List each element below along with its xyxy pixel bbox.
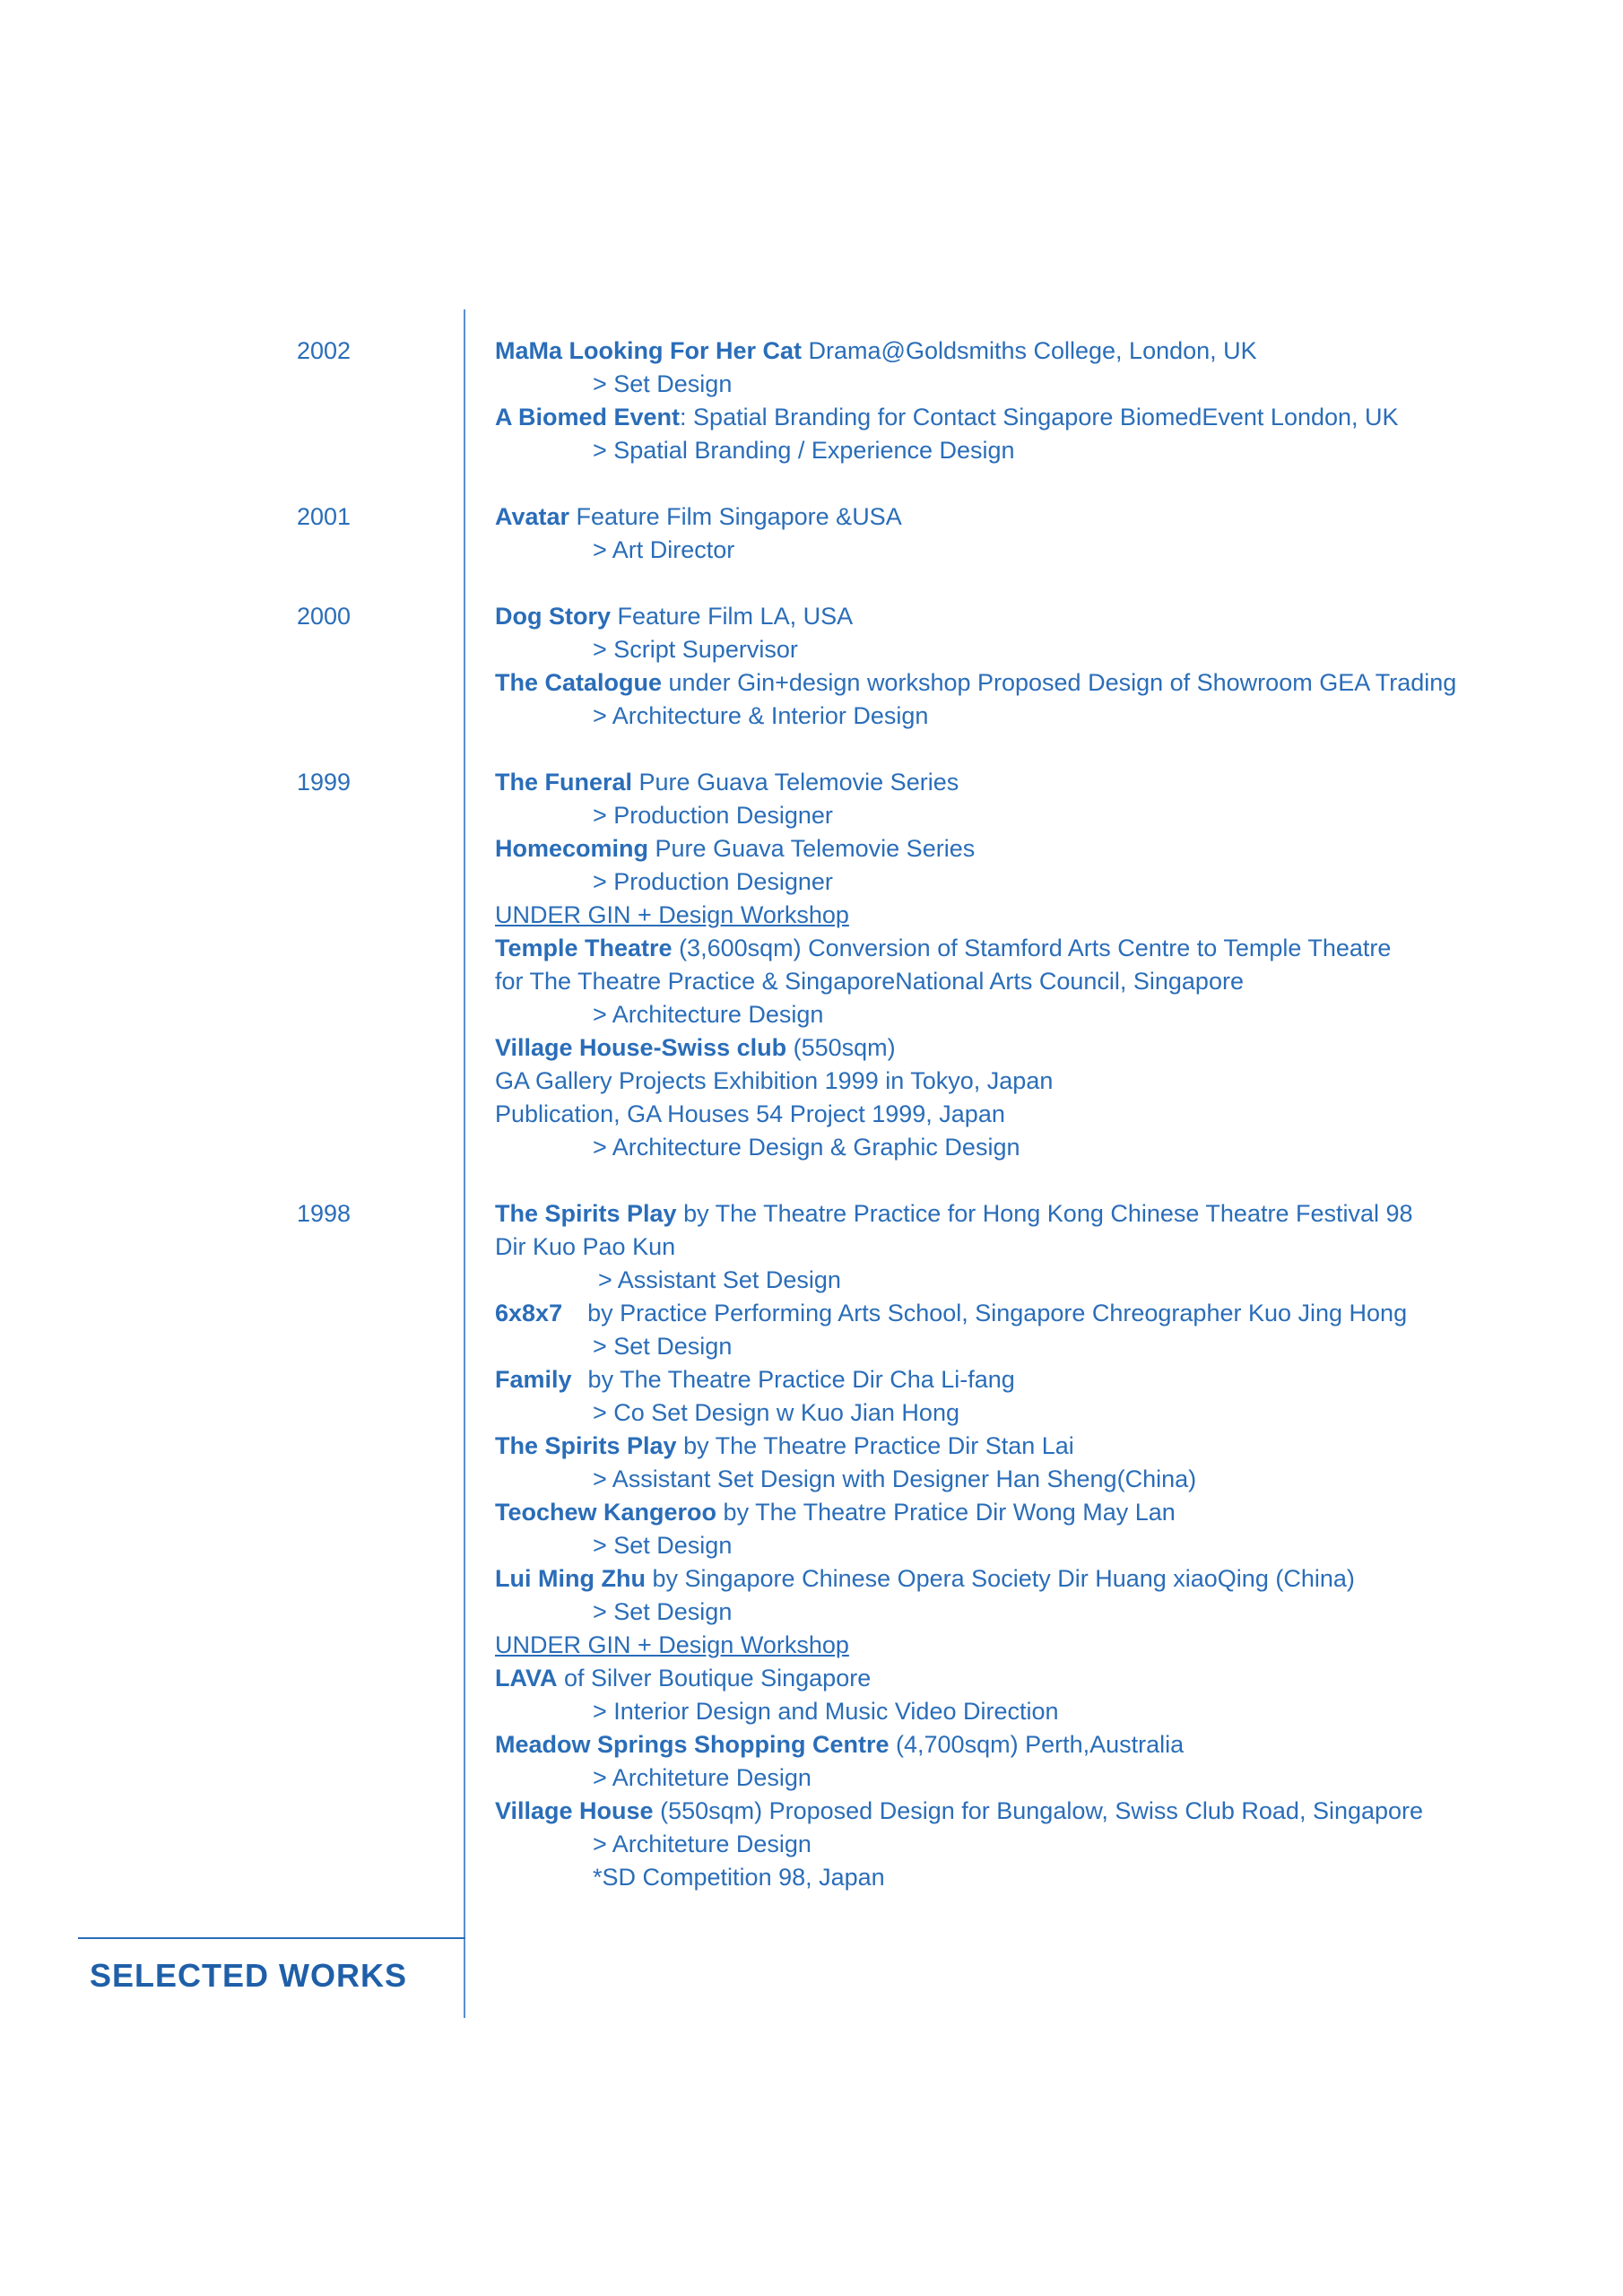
work-description: by The Theatre Practice Dir Stan Lai bbox=[676, 1432, 1074, 1459]
year-2000: 2000 bbox=[297, 603, 352, 630]
work-title: Family bbox=[495, 1366, 572, 1393]
work-title: The Spirits Play bbox=[495, 1200, 677, 1227]
work-title: Teochew Kangeroo bbox=[495, 1499, 717, 1526]
work-title: Village House-Swiss club bbox=[495, 1034, 787, 1061]
work-description: by Singapore Chinese Opera Society Dir Huang xiaoQing (China) bbox=[645, 1565, 1355, 1592]
entry-line bbox=[495, 1795, 1571, 1828]
work-description: under Gin+design workshop Proposed Design of Showroom GEA Trading bbox=[662, 669, 1457, 696]
year-2001: 2001 bbox=[297, 503, 352, 530]
entry-line bbox=[495, 335, 1571, 368]
work-title: Lui Ming Zhu bbox=[495, 1565, 646, 1592]
work-title: The Funeral bbox=[495, 769, 633, 796]
work-title: A Biomed Event bbox=[495, 404, 681, 430]
entry-line bbox=[495, 1430, 1571, 1463]
work-role: > Art Director bbox=[593, 536, 735, 563]
section-divider bbox=[78, 1937, 465, 1939]
work-role: > Assistant Set Design with Designer Han Sheng(China) bbox=[593, 1465, 1197, 1492]
work-description: (4,700sqm) Perth,Australia bbox=[889, 1731, 1185, 1758]
work-description: GA Gallery Projects Exhibition 1999 in Tokyo, Japan bbox=[495, 1067, 1054, 1094]
works-list bbox=[495, 335, 1571, 1894]
entry-line bbox=[495, 600, 1571, 633]
timeline-divider bbox=[464, 309, 465, 2018]
work-description: (550sqm) bbox=[786, 1034, 896, 1061]
entry-line bbox=[495, 1197, 1571, 1231]
work-title: Homecoming bbox=[495, 835, 649, 862]
work-role: > Architecture & Interior Design bbox=[593, 702, 929, 729]
work-description: by Practice Performing Arts School, Singapore Chreographer Kuo Jing Hong bbox=[587, 1300, 1408, 1326]
work-role: > Set Design bbox=[593, 1598, 733, 1625]
work-role: > Production Designer bbox=[593, 802, 833, 829]
work-description: Dir Kuo Pao Kun bbox=[495, 1233, 676, 1260]
work-role: > Production Designer bbox=[593, 868, 833, 895]
work-role: > Spatial Branding / Experience Design bbox=[593, 437, 1015, 464]
work-description: Feature Film Singapore &USA bbox=[569, 503, 902, 530]
entry-line bbox=[495, 666, 1571, 700]
work-title: Meadow Springs Shopping Centre bbox=[495, 1731, 890, 1758]
work-description: of Silver Boutique Singapore bbox=[557, 1665, 872, 1692]
entry-line bbox=[495, 1496, 1571, 1529]
entry-line bbox=[495, 1728, 1571, 1761]
work-role: > Architecture Design bbox=[593, 1001, 824, 1028]
work-description: by The Theatre Practice Dir Cha Li-fang bbox=[587, 1366, 1015, 1393]
work-title: LAVA bbox=[495, 1665, 558, 1692]
work-role: > Set Design bbox=[593, 370, 733, 397]
work-description: Pure Guava Telemovie Series bbox=[648, 835, 976, 862]
work-description: (3,600sqm) Conversion of Stamford Arts Centre to Temple Theatre bbox=[672, 935, 1392, 961]
year-1998: 1998 bbox=[297, 1200, 352, 1227]
work-title: The Catalogue bbox=[495, 669, 663, 696]
entry-line bbox=[495, 932, 1571, 965]
work-description: by The Theatre Practice for Hong Kong Chinese Theatre Festival 98 bbox=[676, 1200, 1413, 1227]
year-1999: 1999 bbox=[297, 769, 352, 796]
work-role: > Set Design bbox=[593, 1333, 733, 1360]
work-description: : Spatial Branding for Contact Singapore BiomedEvent London, UK bbox=[680, 404, 1399, 430]
work-role: > Interior Design and Music Video Direction bbox=[593, 1698, 1059, 1725]
work-title: Dog Story bbox=[495, 603, 612, 630]
work-description: for The Theatre Practice & SingaporeNational Arts Council, Singapore bbox=[495, 968, 1244, 995]
work-description: Feature Film LA, USA bbox=[611, 603, 854, 630]
section-title: SELECTED WORKS bbox=[90, 1957, 408, 1994]
work-title: MaMa Looking For Her Cat bbox=[495, 337, 803, 364]
work-title: The Spirits Play bbox=[495, 1432, 677, 1459]
work-title: Village House bbox=[495, 1797, 654, 1824]
work-description: Publication, GA Houses 54 Project 1999, Japan bbox=[495, 1100, 1005, 1127]
year-2002: 2002 bbox=[297, 337, 352, 364]
work-role: > Assistant Set Design bbox=[598, 1266, 841, 1293]
work-note: *SD Competition 98, Japan bbox=[593, 1864, 885, 1891]
subsection-heading: UNDER GIN + Design Workshop bbox=[495, 1631, 849, 1658]
work-description: Pure Guava Telemovie Series bbox=[632, 769, 959, 796]
work-description: by The Theatre Pratice Dir Wong May Lan bbox=[716, 1499, 1176, 1526]
work-role: > Architeture Design bbox=[593, 1764, 812, 1791]
subsection-heading: UNDER GIN + Design Workshop bbox=[495, 901, 849, 928]
entry-line bbox=[495, 766, 1571, 799]
work-role: > Co Set Design w Kuo Jian Hong bbox=[593, 1399, 959, 1426]
work-title: Temple Theatre bbox=[495, 935, 673, 961]
entry-line bbox=[495, 1662, 1571, 1695]
work-title: Avatar bbox=[495, 503, 570, 530]
work-title: 6x8x7 bbox=[495, 1300, 563, 1326]
work-role: > Set Design bbox=[593, 1532, 733, 1559]
entry-line bbox=[495, 1562, 1571, 1596]
entry-line bbox=[495, 1297, 1571, 1330]
work-description: Drama@Goldsmiths College, London, UK bbox=[802, 337, 1257, 364]
work-role: > Script Supervisor bbox=[593, 636, 798, 663]
entry-line bbox=[495, 832, 1571, 865]
entry-line bbox=[495, 500, 1571, 534]
entry-line bbox=[495, 1031, 1571, 1065]
entry-line bbox=[495, 1363, 1571, 1396]
entry-line bbox=[495, 401, 1571, 434]
work-role: > Architecture Design & Graphic Design bbox=[593, 1134, 1020, 1161]
work-description: (550sqm) Proposed Design for Bungalow, Swiss Club Road, Singapore bbox=[653, 1797, 1424, 1824]
work-role: > Architeture Design bbox=[593, 1831, 812, 1857]
